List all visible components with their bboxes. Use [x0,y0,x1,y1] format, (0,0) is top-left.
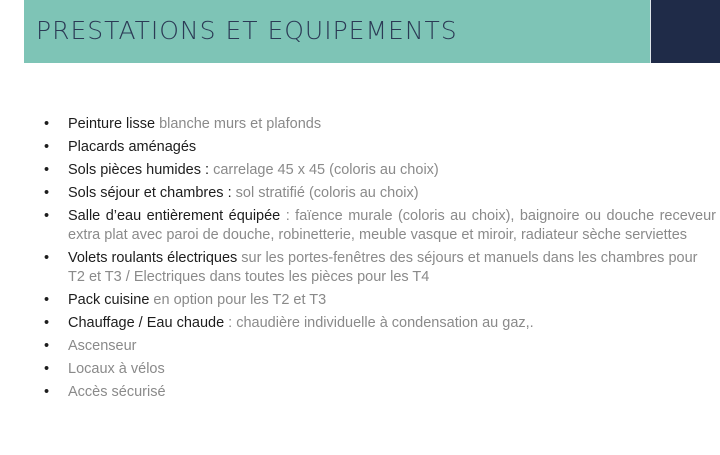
item-key: Volets roulants électriques [68,250,238,266]
item-desc: : chaudière individuelle à condensation au gaz,. [224,315,534,331]
list-item [44,360,716,379]
item-desc: blanche murs et plafonds [155,116,322,132]
item-desc: : faïence murale (coloris au choix), baignoire ou douche receveur extra plat avec paroi de douche, robinetterie, meuble vasque et miroir, radiateur sèche serviettes [68,208,716,243]
list-item [44,314,716,333]
item-key: Pack cuisine [68,292,150,308]
bullet-icon: • [44,116,50,132]
features-list [44,115,716,406]
bullet-icon: • [44,315,50,331]
divider [650,0,651,63]
item-key: Sols séjour et chambres : [68,185,232,201]
list-item [44,138,716,157]
list-item [44,115,716,134]
item-desc: sol stratifié (coloris au choix) [231,185,419,201]
list-item [44,249,716,287]
bullet-icon: • [44,361,50,377]
item-key: Salle d’eau entièrement équipée [68,208,281,224]
bullet-icon: • [44,250,50,266]
page-title: PRESTATIONS ET EQUIPEMENTS [36,16,458,45]
bullet-icon: • [44,384,50,400]
bullet-icon: • [44,208,50,224]
header-band [24,0,650,63]
list-item [44,291,716,310]
list-item [44,337,716,356]
list-item [44,161,716,180]
corner-block [650,0,720,63]
item-key: Peinture lisse [68,116,156,132]
list-item [44,383,716,402]
list-item [44,207,716,245]
bullet-icon: • [44,162,50,178]
item-desc: Accès sécurisé [68,384,166,400]
item-desc: Ascenseur [68,338,137,354]
bullet-icon: • [44,185,50,201]
item-desc: sur les portes-fenêtres des séjours et manuels dans les chambres pour T2 et T3 / Electriques dans toutes les pièces pour les T4 [68,250,698,285]
item-desc: Locaux à vélos [68,361,165,377]
item-key: Chauffage / Eau chaude [68,315,225,331]
bullet-icon: • [44,292,50,308]
item-key: Sols pièces humides : [68,162,210,178]
item-desc: carrelage 45 x 45 (coloris au choix) [209,162,439,178]
bullet-icon: • [44,338,50,354]
bullet-icon: • [44,139,50,155]
list-item [44,184,716,203]
item-key: Placards aménagés [68,139,197,155]
item-desc: en option pour les T2 et T3 [149,292,327,308]
